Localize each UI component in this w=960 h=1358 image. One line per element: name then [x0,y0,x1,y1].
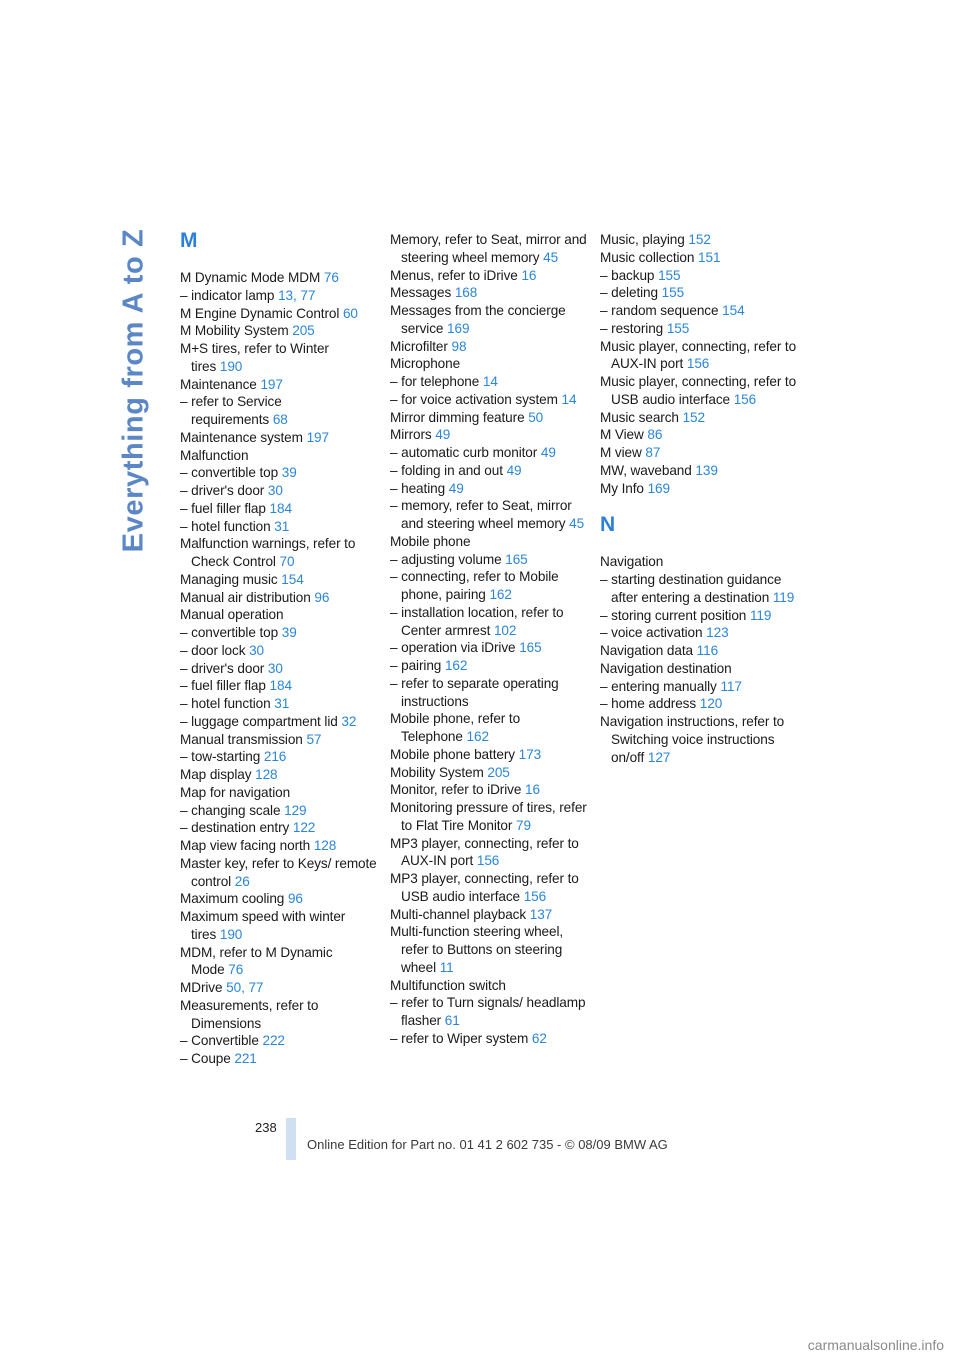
index-term: Music, playing [600,232,685,247]
page-reference-link[interactable]: 151 [698,249,721,265]
index-term: – connecting, refer to Mobile phone, pairing [390,569,559,602]
index-column-2 [390,231,588,1048]
index-entry [390,835,588,871]
index-entry [390,604,588,640]
page-reference-link[interactable]: 77 [300,287,316,303]
index-entry [390,923,588,976]
index-term: – refer to Wiper system [390,1030,529,1046]
page-reference-link[interactable]: 156 [686,356,710,372]
index-entry [180,340,378,376]
index-entry [180,837,378,855]
page-reference-link[interactable]: 119 [749,607,772,623]
page-reference-link[interactable]: 79 [516,817,531,833]
index-entry-list [600,553,798,766]
page-reference-link[interactable]: 197 [260,376,283,392]
page-reference-link[interactable]: 68 [272,412,288,427]
page-reference-link[interactable]: 96 [314,589,330,605]
page-reference-link[interactable]: 156 [523,888,547,904]
page-reference-link[interactable]: 62 [531,1030,547,1046]
index-entry [180,1050,378,1068]
page-reference-link[interactable]: 116 [696,643,719,658]
page-reference-link[interactable]: 123 [706,625,729,641]
index-entry [600,444,798,462]
index-entry [390,870,588,906]
index-term: – driver's door [180,660,265,676]
index-term: Mirrors [390,427,432,443]
page-reference-link[interactable]: 152 [688,232,711,247]
index-term: – folding in and out [390,462,503,478]
page-reference-link[interactable]: 16 [525,782,540,798]
index-term: Maximum cooling [180,891,285,907]
index-term: Maintenance [180,376,257,392]
index-term: Mobility System [390,764,484,780]
page-reference-link[interactable]: 31 [274,518,290,534]
index-entry [600,320,798,338]
index-term: MDrive [180,980,223,995]
index-entry [600,553,798,571]
index-entry [180,606,378,624]
index-entry [180,731,378,749]
index-entry [180,802,378,820]
page-reference-link[interactable]: 102 [493,622,517,638]
index-entry [600,624,798,642]
index-entry [180,571,378,589]
index-term: – tow-starting [180,749,261,765]
index-entry [390,533,588,551]
index-entry [600,426,798,444]
index-entry [390,639,588,657]
section-title [112,230,156,550]
page-reference-link[interactable]: 57 [306,731,322,747]
index-term: Memory, refer to Seat, mirror and steering wheel memory [390,232,587,265]
index-term: Multi-function steering wheel, refer to Buttons on steering wheel [390,924,564,975]
page-reference-link[interactable]: 39 [281,625,297,640]
page-reference-link[interactable]: 137 [529,906,553,922]
page-reference-link[interactable]: 49 [506,462,522,478]
footer-edition-note: Online Edition for Part no. 01 41 2 602 735 - © 08/09 BMW AG [307,1137,668,1152]
index-entry [390,267,588,285]
index-term: – backup [600,267,655,283]
index-entry [180,660,378,678]
page-reference-link[interactable]: 50 [226,980,242,995]
index-entry [600,480,798,498]
index-entry [600,462,798,480]
page-reference-link[interactable]: 26 [234,873,250,889]
index-term: Mirror dimming feature [390,409,525,425]
index-term: Multi-channel playback [390,906,527,922]
index-term: Map for navigation [180,784,291,800]
page-reference-link[interactable]: 184 [269,500,292,516]
index-term: – convertible top [180,625,279,640]
index-term: – hotel function [180,518,271,534]
index-entry [180,784,378,802]
page-reference-link[interactable]: 155 [661,285,685,301]
index-term: – Coupe [180,1051,231,1066]
index-term: – driver's door [180,483,265,498]
page-reference-link[interactable]: 49 [540,445,556,460]
index-entry [180,322,378,340]
index-entry [600,571,798,607]
index-entry-list [600,231,798,497]
index-term: MDM, refer to M Dynamic Mode [180,944,333,978]
page-reference-link[interactable]: 129 [284,802,307,818]
index-term: Navigation destination [600,660,732,676]
index-entry [390,426,588,444]
index-entry [600,660,798,678]
index-term: Manual air distribution [180,589,311,605]
index-entry [600,678,798,696]
index-term: – entering manually [600,678,717,694]
index-term: – automatic curb monitor [390,445,538,460]
index-term: Microphone [390,356,461,372]
index-entry [600,249,798,267]
page-reference-link[interactable]: 216 [263,749,287,765]
index-term: – destination entry [180,820,290,836]
index-entry [390,551,588,569]
index-term: Managing music [180,571,278,587]
page-reference-link[interactable]: 122 [292,820,316,836]
index-entry [390,710,588,746]
index-term: – starting destination guidance after entering a destination [600,572,782,605]
page-reference-link[interactable]: 128 [255,767,278,782]
index-term: – heating [390,480,446,496]
page-reference-link[interactable]: 197 [306,429,329,445]
index-entry [180,624,378,642]
index-entry [390,302,588,338]
page-reference-link[interactable]: 77 [248,980,264,995]
page-reference-link[interactable]: 16 [521,267,537,283]
index-term: My Info [600,480,644,496]
index-entry [180,642,378,660]
page-reference-link[interactable]: 162 [466,729,489,744]
index-term: MW, waveband [600,462,692,478]
page-reference-link[interactable]: 30 [267,483,283,498]
index-entry [180,748,378,766]
index-term: Music player, connecting, refer to AUX-IN port [600,338,797,372]
index-entry [180,997,378,1033]
page-reference-link[interactable]: 165 [505,551,528,567]
page-reference-link[interactable]: 30 [249,642,265,658]
index-term: – for telephone [390,374,480,389]
index-entry [390,657,588,675]
index-term: – refer to separate operating instructions [390,675,559,709]
page-reference-link[interactable]: 222 [262,1033,285,1049]
page-reference-link[interactable]: 117 [720,678,742,694]
section-title-text: Everything from A to Z [117,228,150,552]
index-term: – voice activation [600,625,703,641]
page-reference-link[interactable]: 120 [699,696,723,712]
page-reference-link[interactable]: 156 [733,391,757,407]
page-reference-link[interactable]: 31 [274,696,290,711]
index-term: M+S tires, refer to Winter tires [180,341,329,374]
index-entry [600,642,798,660]
index-entry [390,497,588,533]
index-entry [390,568,588,604]
index-entry [390,764,588,782]
page-reference-link[interactable]: 165 [519,640,542,656]
page-reference-link[interactable]: 169 [447,320,470,336]
index-column-1 [180,231,378,1068]
index-term: – refer to Service requirements [180,394,282,427]
index-term: Mobile phone, refer to Telephone [390,711,521,744]
index-entry [180,429,378,447]
index-term: Map view facing north [180,838,311,853]
index-letter-heading: M [180,229,198,252]
index-term: Mobile phone [390,533,471,549]
page-reference-link[interactable]: 39 [281,465,297,481]
index-entry [180,269,378,287]
index-term: – deleting [600,285,658,301]
page-reference-link[interactable]: 70 [279,554,295,569]
index-entry [390,373,588,391]
page-reference-link[interactable]: 139 [695,462,718,478]
page-reference-link[interactable]: 155 [658,267,681,283]
page-reference-link[interactable]: 221 [234,1051,257,1066]
watermark: carmanualsonline.info [807,1337,944,1353]
page-reference-link[interactable]: 127 [647,749,671,765]
index-entry [180,535,378,571]
index-term: Measurements, refer to Dimensions [180,997,319,1031]
index-entry [600,373,798,409]
page-reference-link[interactable]: 162 [489,587,512,602]
index-entry [180,500,378,518]
index-entry [390,284,588,302]
index-term: – installation location, refer to Center armrest [390,604,564,638]
index-term: Malfunction warnings, refer to Check Control [180,536,356,569]
index-term: – random sequence [600,303,719,318]
index-term: – restoring [600,320,664,336]
page-reference-link[interactable]: 205 [292,323,315,339]
index-term: Manual operation [180,607,284,623]
page-reference-link[interactable]: 50 [528,409,544,425]
index-term: – home address [600,696,697,712]
index-entry [390,231,588,267]
page-reference-link[interactable]: 14 [561,391,577,407]
index-term: – operation via iDrive [390,640,516,656]
index-entry [600,695,798,713]
index-term: Music search [600,409,679,425]
page-reference-link[interactable]: 49 [448,480,464,496]
index-entry [390,994,588,1030]
index-term: Multifunction switch [390,977,506,993]
page-reference-link[interactable]: 154 [722,303,745,318]
index-term: MP3 player, connecting, refer to USB audio interface [390,871,579,904]
index-term: – hotel function [180,696,271,711]
page-reference-link[interactable]: 119 [772,589,795,605]
index-entry [600,409,798,427]
index-term: Microfilter [390,338,448,354]
index-term: Messages from the concierge service [390,303,566,336]
page-reference-link[interactable]: 60 [342,305,358,321]
page-reference-link[interactable]: 152 [682,409,705,425]
index-term: Map display [180,767,252,782]
index-letter-heading: N [600,513,616,537]
index-term: Maintenance system [180,429,303,445]
page-reference-link[interactable]: 154 [281,571,304,587]
index-entry [180,819,378,837]
index-entry [180,1032,378,1050]
index-entry [180,376,378,394]
index-entry [600,338,798,374]
index-entry-list [180,269,378,1068]
page-reference-link[interactable]: 45 [569,516,585,531]
page-reference-link[interactable]: 156 [476,853,500,869]
page-reference-link[interactable]: 76 [323,270,339,285]
index-term: Monitoring pressure of tires, refer to Flat Tire Monitor [390,800,587,833]
index-entry [390,409,588,427]
index-entry [390,355,588,373]
index-term: Manual transmission [180,731,303,747]
page-reference-link[interactable]: 96 [287,891,303,907]
index-term: – luggage compartment lid [180,713,338,729]
index-entry [180,305,378,323]
index-term: – door lock [180,642,246,658]
index-entry [180,766,378,784]
index-term: Navigation data [600,643,693,658]
page-reference-link[interactable]: 98 [451,338,467,354]
index-term: Menus, refer to iDrive [390,267,518,283]
index-entry [600,607,798,625]
index-term: – pairing [390,658,442,673]
page-reference-link[interactable]: 14 [482,374,498,389]
page-reference-link[interactable]: 49 [435,427,451,443]
page-reference-link[interactable]: 32 [341,713,357,729]
index-entry [390,977,588,995]
index-term: Messages [390,285,452,301]
page-reference-link[interactable]: 184 [269,678,292,694]
index-entry [180,447,378,465]
index-entry [600,231,798,249]
page-number: 238 [255,1120,277,1135]
page-reference-link[interactable]: 45 [543,249,559,265]
page-reference-link[interactable]: 30 [267,660,283,676]
index-column-3 [600,231,798,766]
index-term: M View [600,427,644,443]
index-entry [600,284,798,302]
page-reference-link[interactable]: 190 [219,926,243,942]
index-entry [180,908,378,944]
index-entry [180,713,378,731]
index-entry [180,677,378,695]
index-term: – storing current position [600,607,747,623]
page-reference-link[interactable]: 169 [647,480,670,496]
index-entry: MDrive 50, 77 [180,980,264,995]
index-entry: – indicator lamp 13, 77 [180,287,316,303]
index-term: M view [600,445,642,460]
index-term: Navigation instructions, refer to Switching voice instructions on/off [600,714,785,765]
index-entry [390,746,588,764]
index-term: – fuel filler flap [180,500,266,516]
index-term: Mobile phone battery [390,746,515,762]
index-entry [390,799,588,835]
index-term: – adjusting volume [390,551,502,567]
index-entry [390,338,588,356]
page-reference-link[interactable]: 173 [518,746,542,762]
index-term: Navigation [600,554,664,570]
index-entry [180,393,378,429]
index-entry [180,855,378,891]
index-term: Malfunction [180,447,249,463]
index-term: MP3 player, connecting, refer to AUX-IN port [390,835,579,869]
page-reference-link[interactable]: 168 [454,285,478,301]
index-entry [390,480,588,498]
index-term: – indicator lamp [180,287,275,303]
page-reference-link[interactable]: 61 [444,1013,460,1028]
page-reference-link[interactable]: 162 [444,658,468,673]
index-term: – Convertible [180,1033,259,1049]
page-reference-link[interactable]: 205 [487,764,510,780]
index-term: – for voice activation system [390,391,558,407]
index-entry [180,464,378,482]
index-term: Music collection [600,249,695,265]
footer-accent-bar [286,1118,296,1160]
page-reference-link[interactable]: 76 [228,962,244,978]
index-term: – memory, refer to Seat, mirror and steering wheel memory [390,498,572,531]
index-entry [390,462,588,480]
page-reference-link[interactable]: 190 [219,358,243,374]
index-term: Music player, connecting, refer to USB audio interface [600,374,797,407]
index-entry [390,1030,588,1048]
page-reference-link[interactable]: 155 [666,320,690,336]
index-entry [600,302,798,320]
index-term: Monitor, refer to iDrive [390,782,522,798]
index-entry [600,713,798,766]
index-entry [180,589,378,607]
index-entry [390,906,588,924]
index-entry [390,675,588,711]
index-term: M Mobility System [180,323,289,339]
index-term: Master key, refer to Keys/ remote control [180,855,377,889]
index-term: M Dynamic Mode MDM [180,270,321,285]
index-entry [180,944,378,980]
index-entry [180,518,378,536]
index-entry [180,482,378,500]
page-reference-link[interactable]: 87 [645,445,661,460]
index-term: Maximum speed with winter tires [180,909,346,942]
index-entry [180,890,378,908]
index-term: – refer to Turn signals/ headlamp flasher [390,995,586,1028]
index-term: – convertible top [180,465,279,481]
index-entry [180,695,378,713]
index-entry [390,444,588,462]
page-reference-link[interactable]: 128 [313,838,337,853]
index-term: – changing scale [180,802,281,818]
index-term: M Engine Dynamic Control [180,305,340,321]
index-entry-list [390,231,588,1048]
index-term: – fuel filler flap [180,678,266,694]
index-entry [600,267,798,285]
page-reference-link[interactable]: 13 [278,287,293,303]
page-reference-link[interactable]: 86 [647,427,663,443]
page-reference-link[interactable]: 11 [439,959,454,975]
index-entry [390,781,588,799]
index-entry [390,391,588,409]
